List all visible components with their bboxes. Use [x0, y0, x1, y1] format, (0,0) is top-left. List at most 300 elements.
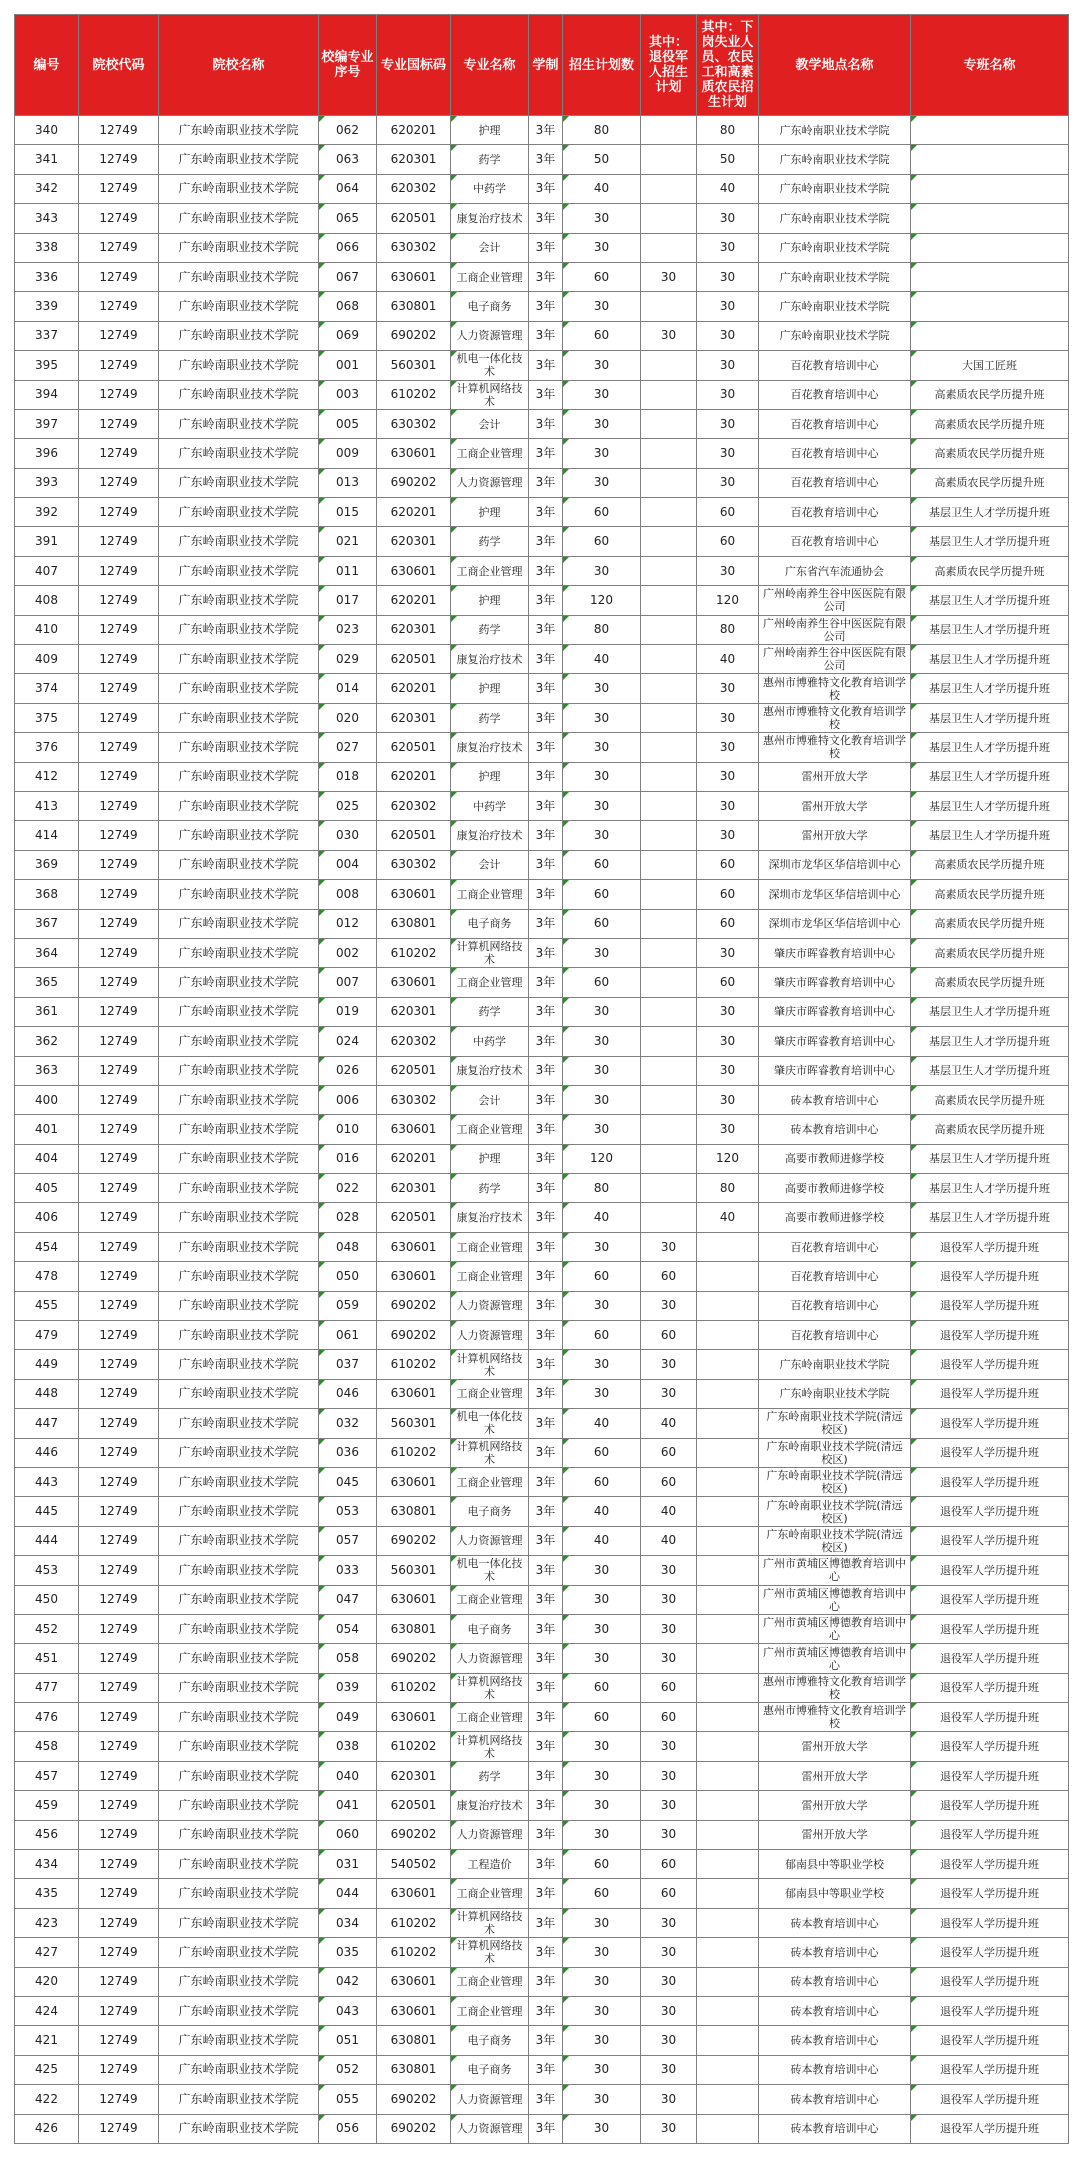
teaching-site-cell: 肇庆市晖睿教育培训中心 [759, 997, 911, 1026]
plan-count-cell: 30 [563, 1350, 641, 1379]
class-name-cell: 退役军人学历提升班 [911, 1497, 1069, 1526]
major-code-cell: 560301 [377, 1409, 451, 1438]
major-seq-cell: 005 [319, 409, 377, 438]
major-code-cell: 560301 [377, 351, 451, 380]
worker-farmer-plan-cell: 30 [697, 703, 759, 732]
veteran-plan-cell [641, 1203, 697, 1232]
worker-farmer-plan-cell: 30 [697, 938, 759, 967]
school-code-cell: 12749 [79, 1438, 159, 1467]
class-name-cell: 退役军人学历提升班 [911, 1879, 1069, 1908]
teaching-site-cell: 广东岭南职业技术学院 [759, 233, 911, 262]
major-seq-cell: 027 [319, 733, 377, 762]
major-name-cell: 会计 [451, 409, 529, 438]
class-name-cell: 退役军人学历提升班 [911, 1291, 1069, 1320]
veteran-plan-cell [641, 380, 697, 409]
school-code-cell: 12749 [79, 409, 159, 438]
teaching-site-cell: 广东岭南职业技术学院 [759, 262, 911, 291]
worker-farmer-plan-cell [697, 1644, 759, 1673]
school-code-cell: 12749 [79, 2055, 159, 2084]
class-name-cell: 基层卫生人才学历提升班 [911, 762, 1069, 791]
school-name-cell: 广东岭南职业技术学院 [159, 204, 319, 233]
school-name-cell: 广东岭南职业技术学院 [159, 586, 319, 615]
major-name-cell: 计算机网络技术 [451, 1673, 529, 1702]
id-cell: 453 [15, 1556, 79, 1585]
plan-count-cell: 60 [563, 1879, 641, 1908]
major-name-cell: 机电一体化技术 [451, 1556, 529, 1585]
school-name-cell: 广东岭南职业技术学院 [159, 2026, 319, 2055]
teaching-site-cell: 砖本教育培训中心 [759, 2085, 911, 2114]
veteran-plan-cell [641, 674, 697, 703]
teaching-site-cell: 肇庆市晖睿教育培训中心 [759, 938, 911, 967]
school-code-cell: 12749 [79, 850, 159, 879]
veteran-plan-cell [641, 733, 697, 762]
plan-count-cell: 60 [563, 1321, 641, 1350]
school-name-cell: 广东岭南职业技术学院 [159, 791, 319, 820]
class-name-cell: 退役军人学历提升班 [911, 1379, 1069, 1408]
school-code-cell: 12749 [79, 1144, 159, 1173]
duration-cell: 3年 [529, 468, 563, 497]
table-row [15, 1379, 1069, 1408]
veteran-plan-cell: 60 [641, 1673, 697, 1702]
school-code-cell: 12749 [79, 1497, 159, 1526]
teaching-site-cell: 惠州市博雅特文化教育培训学校 [759, 674, 911, 703]
plan-count-cell: 60 [563, 1467, 641, 1496]
veteran-plan-cell: 60 [641, 1850, 697, 1879]
id-cell: 447 [15, 1409, 79, 1438]
id-cell: 339 [15, 292, 79, 321]
school-code-cell: 12749 [79, 1232, 159, 1261]
id-cell: 423 [15, 1908, 79, 1937]
veteran-plan-cell: 30 [641, 1644, 697, 1673]
worker-farmer-plan-cell: 30 [697, 556, 759, 585]
veteran-plan-cell [641, 527, 697, 556]
veteran-plan-cell: 30 [641, 1350, 697, 1379]
worker-farmer-plan-cell: 30 [697, 1115, 759, 1144]
table-row [15, 262, 1069, 291]
table-row [15, 1409, 1069, 1438]
class-name-cell: 高素质农民学历提升班 [911, 1085, 1069, 1114]
school-name-cell: 广东岭南职业技术学院 [159, 1967, 319, 1996]
plan-count-cell: 30 [563, 1908, 641, 1937]
major-name-cell: 工商企业管理 [451, 1262, 529, 1291]
major-code-cell: 610202 [377, 1938, 451, 1967]
major-name-cell: 中药学 [451, 1027, 529, 1056]
major-code-cell: 630601 [377, 1379, 451, 1408]
school-code-cell: 12749 [79, 233, 159, 262]
major-seq-cell: 001 [319, 351, 377, 380]
teaching-site-cell: 砖本教育培训中心 [759, 1938, 911, 1967]
table-row [15, 1879, 1069, 1908]
worker-farmer-plan-cell: 30 [697, 674, 759, 703]
worker-farmer-plan-cell: 60 [697, 968, 759, 997]
major-code-cell: 540502 [377, 1850, 451, 1879]
veteran-plan-cell [641, 498, 697, 527]
major-seq-cell: 057 [319, 1526, 377, 1555]
major-name-cell: 计算机网络技术 [451, 938, 529, 967]
header-id: 编号 [15, 15, 79, 116]
id-cell: 392 [15, 498, 79, 527]
school-name-cell: 广东岭南职业技术学院 [159, 1203, 319, 1232]
teaching-site-cell: 广州市黄埔区博德教育培训中心 [759, 1556, 911, 1585]
school-name-cell: 广东岭南职业技术学院 [159, 174, 319, 203]
class-name-cell: 退役军人学历提升班 [911, 1703, 1069, 1732]
worker-farmer-plan-cell [697, 1820, 759, 1849]
id-cell: 456 [15, 1820, 79, 1849]
plan-count-cell: 120 [563, 1144, 641, 1173]
worker-farmer-plan-cell: 30 [697, 821, 759, 850]
worker-farmer-plan-cell [697, 2026, 759, 2055]
id-cell: 477 [15, 1673, 79, 1702]
table-row [15, 968, 1069, 997]
plan-count-cell: 60 [563, 1262, 641, 1291]
major-seq-cell: 046 [319, 1379, 377, 1408]
duration-cell: 3年 [529, 1409, 563, 1438]
duration-cell: 3年 [529, 2085, 563, 2114]
major-name-cell: 康复治疗技术 [451, 645, 529, 674]
teaching-site-cell: 砖本教育培训中心 [759, 1967, 911, 1996]
duration-cell: 3年 [529, 1703, 563, 1732]
duration-cell: 3年 [529, 997, 563, 1026]
school-name-cell: 广东岭南职业技术学院 [159, 1908, 319, 1937]
veteran-plan-cell: 30 [641, 1614, 697, 1643]
table-row [15, 321, 1069, 350]
class-name-cell: 退役军人学历提升班 [911, 1673, 1069, 1702]
major-seq-cell: 014 [319, 674, 377, 703]
id-cell: 337 [15, 321, 79, 350]
worker-farmer-plan-cell [697, 1556, 759, 1585]
class-name-cell [911, 204, 1069, 233]
major-name-cell: 康复治疗技术 [451, 1791, 529, 1820]
class-name-cell: 退役军人学历提升班 [911, 1585, 1069, 1614]
major-seq-cell: 016 [319, 1144, 377, 1173]
school-name-cell: 广东岭南职业技术学院 [159, 938, 319, 967]
major-seq-cell: 011 [319, 556, 377, 585]
table-row [15, 821, 1069, 850]
class-name-cell: 高素质农民学历提升班 [911, 850, 1069, 879]
worker-farmer-plan-cell: 30 [697, 1027, 759, 1056]
school-code-cell: 12749 [79, 1644, 159, 1673]
teaching-site-cell: 广州岭南养生谷中医医院有限公司 [759, 645, 911, 674]
school-code-cell: 12749 [79, 1673, 159, 1702]
school-code-cell: 12749 [79, 997, 159, 1026]
worker-farmer-plan-cell [697, 1291, 759, 1320]
school-code-cell: 12749 [79, 292, 159, 321]
major-seq-cell: 008 [319, 880, 377, 909]
plan-count-cell: 80 [563, 615, 641, 644]
duration-cell: 3年 [529, 1027, 563, 1056]
duration-cell: 3年 [529, 1732, 563, 1761]
major-code-cell: 620201 [377, 116, 451, 145]
veteran-plan-cell: 30 [641, 1732, 697, 1761]
class-name-cell: 退役军人学历提升班 [911, 1350, 1069, 1379]
major-code-cell: 630801 [377, 292, 451, 321]
major-seq-cell: 022 [319, 1174, 377, 1203]
id-cell: 413 [15, 791, 79, 820]
table-row [15, 1497, 1069, 1526]
major-seq-cell: 009 [319, 439, 377, 468]
id-cell: 412 [15, 762, 79, 791]
school-name-cell: 广东岭南职业技术学院 [159, 1115, 319, 1144]
major-code-cell: 630601 [377, 1467, 451, 1496]
plan-count-cell: 30 [563, 1056, 641, 1085]
worker-farmer-plan-cell [697, 1732, 759, 1761]
school-code-cell: 12749 [79, 1614, 159, 1643]
teaching-site-cell: 砖本教育培训中心 [759, 2114, 911, 2143]
major-name-cell: 药学 [451, 703, 529, 732]
major-code-cell: 620301 [377, 145, 451, 174]
table-header [15, 15, 1069, 116]
major-seq-cell: 029 [319, 645, 377, 674]
duration-cell: 3年 [529, 968, 563, 997]
major-name-cell: 电子商务 [451, 292, 529, 321]
id-cell: 375 [15, 703, 79, 732]
school-code-cell: 12749 [79, 2085, 159, 2114]
plan-count-cell: 60 [563, 880, 641, 909]
id-cell: 394 [15, 380, 79, 409]
school-name-cell: 广东岭南职业技术学院 [159, 674, 319, 703]
veteran-plan-cell [641, 1144, 697, 1173]
teaching-site-cell: 雷州开放大学 [759, 1791, 911, 1820]
class-name-cell: 退役军人学历提升班 [911, 1321, 1069, 1350]
major-name-cell: 护理 [451, 586, 529, 615]
duration-cell: 3年 [529, 1438, 563, 1467]
worker-farmer-plan-cell: 30 [697, 321, 759, 350]
teaching-site-cell: 肇庆市晖睿教育培训中心 [759, 968, 911, 997]
veteran-plan-cell: 30 [641, 1761, 697, 1790]
duration-cell: 3年 [529, 1614, 563, 1643]
veteran-plan-cell [641, 1027, 697, 1056]
major-code-cell: 620302 [377, 1027, 451, 1056]
major-seq-cell: 020 [319, 703, 377, 732]
school-code-cell: 12749 [79, 1379, 159, 1408]
major-code-cell: 610202 [377, 1673, 451, 1702]
veteran-plan-cell [641, 703, 697, 732]
table-row [15, 733, 1069, 762]
duration-cell: 3年 [529, 1174, 563, 1203]
teaching-site-cell: 深圳市龙华区华信培训中心 [759, 909, 911, 938]
header-worker-farmer-plan: 其中：下岗失业人员、农民工和高素质农民招生计划 [697, 15, 759, 116]
major-code-cell: 630801 [377, 2026, 451, 2055]
veteran-plan-cell: 30 [641, 2085, 697, 2114]
plan-count-cell: 30 [563, 733, 641, 762]
major-seq-cell: 045 [319, 1467, 377, 1496]
veteran-plan-cell: 60 [641, 1703, 697, 1732]
class-name-cell: 高素质农民学历提升班 [911, 468, 1069, 497]
school-code-cell: 12749 [79, 321, 159, 350]
school-name-cell: 广东岭南职业技术学院 [159, 909, 319, 938]
major-seq-cell: 063 [319, 145, 377, 174]
worker-farmer-plan-cell [697, 1379, 759, 1408]
class-name-cell [911, 174, 1069, 203]
plan-count-cell: 40 [563, 1497, 641, 1526]
veteran-plan-cell [641, 174, 697, 203]
major-seq-cell: 056 [319, 2114, 377, 2143]
plan-count-cell: 120 [563, 586, 641, 615]
table-row [15, 556, 1069, 585]
major-code-cell: 630601 [377, 1997, 451, 2026]
table-row [15, 1850, 1069, 1879]
table-row [15, 1908, 1069, 1937]
worker-farmer-plan-cell [697, 1879, 759, 1908]
table-row [15, 1262, 1069, 1291]
table-row [15, 116, 1069, 145]
major-code-cell: 610202 [377, 1350, 451, 1379]
teaching-site-cell: 肇庆市晖睿教育培训中心 [759, 1027, 911, 1056]
id-cell: 455 [15, 1291, 79, 1320]
school-code-cell: 12749 [79, 1409, 159, 1438]
major-seq-cell: 003 [319, 380, 377, 409]
school-name-cell: 广东岭南职业技术学院 [159, 439, 319, 468]
table-row [15, 1673, 1069, 1702]
major-code-cell: 630601 [377, 1262, 451, 1291]
veteran-plan-cell: 60 [641, 1438, 697, 1467]
duration-cell: 3年 [529, 1585, 563, 1614]
major-code-cell: 620301 [377, 1761, 451, 1790]
id-cell: 374 [15, 674, 79, 703]
table-row [15, 233, 1069, 262]
major-code-cell: 630601 [377, 880, 451, 909]
major-seq-cell: 010 [319, 1115, 377, 1144]
class-name-cell: 退役军人学历提升班 [911, 1820, 1069, 1849]
worker-farmer-plan-cell: 30 [697, 292, 759, 321]
veteran-plan-cell: 30 [641, 1232, 697, 1261]
class-name-cell [911, 292, 1069, 321]
header-plan-count: 招生计划数 [563, 15, 641, 116]
school-name-cell: 广东岭南职业技术学院 [159, 351, 319, 380]
school-name-cell: 广东岭南职业技术学院 [159, 1997, 319, 2026]
duration-cell: 3年 [529, 351, 563, 380]
major-seq-cell: 052 [319, 2055, 377, 2084]
plan-count-cell: 60 [563, 1673, 641, 1702]
school-code-cell: 12749 [79, 1879, 159, 1908]
id-cell: 408 [15, 586, 79, 615]
plan-count-cell: 30 [563, 1614, 641, 1643]
school-code-cell: 12749 [79, 1262, 159, 1291]
class-name-cell: 基层卫生人才学历提升班 [911, 586, 1069, 615]
major-seq-cell: 031 [319, 1850, 377, 1879]
teaching-site-cell: 百花教育培训中心 [759, 498, 911, 527]
school-code-cell: 12749 [79, 733, 159, 762]
school-code-cell: 12749 [79, 2114, 159, 2143]
major-code-cell: 610202 [377, 1908, 451, 1937]
class-name-cell: 基层卫生人才学历提升班 [911, 997, 1069, 1026]
major-seq-cell: 060 [319, 1820, 377, 1849]
major-name-cell: 工商企业管理 [451, 1997, 529, 2026]
school-name-cell: 广东岭南职业技术学院 [159, 1703, 319, 1732]
duration-cell: 3年 [529, 850, 563, 879]
major-seq-cell: 067 [319, 262, 377, 291]
plan-count-cell: 30 [563, 791, 641, 820]
teaching-site-cell: 郁南县中等职业学校 [759, 1850, 911, 1879]
major-code-cell: 630601 [377, 1115, 451, 1144]
plan-count-cell: 30 [563, 703, 641, 732]
major-seq-cell: 036 [319, 1438, 377, 1467]
teaching-site-cell: 高要市教师进修学校 [759, 1144, 911, 1173]
school-name-cell: 广东岭南职业技术学院 [159, 1497, 319, 1526]
major-code-cell: 630601 [377, 262, 451, 291]
major-seq-cell: 061 [319, 1321, 377, 1350]
class-name-cell: 高素质农民学历提升班 [911, 409, 1069, 438]
teaching-site-cell: 高要市教师进修学校 [759, 1174, 911, 1203]
major-seq-cell: 030 [319, 821, 377, 850]
class-name-cell: 高素质农民学历提升班 [911, 938, 1069, 967]
worker-farmer-plan-cell [697, 2114, 759, 2143]
class-name-cell: 基层卫生人才学历提升班 [911, 1056, 1069, 1085]
school-name-cell: 广东岭南职业技术学院 [159, 468, 319, 497]
worker-farmer-plan-cell [697, 1526, 759, 1555]
school-code-cell: 12749 [79, 1174, 159, 1203]
veteran-plan-cell: 30 [641, 1967, 697, 1996]
duration-cell: 3年 [529, 2026, 563, 2055]
worker-farmer-plan-cell [697, 1321, 759, 1350]
worker-farmer-plan-cell [697, 1232, 759, 1261]
veteran-plan-cell [641, 292, 697, 321]
plan-count-cell: 60 [563, 909, 641, 938]
major-code-cell: 630801 [377, 909, 451, 938]
id-cell: 364 [15, 938, 79, 967]
header-teaching-site: 教学地点名称 [759, 15, 911, 116]
school-code-cell: 12749 [79, 145, 159, 174]
veteran-plan-cell: 30 [641, 2026, 697, 2055]
plan-count-cell: 30 [563, 292, 641, 321]
table-row [15, 850, 1069, 879]
table-row [15, 1967, 1069, 1996]
major-code-cell: 620301 [377, 997, 451, 1026]
id-cell: 400 [15, 1085, 79, 1114]
major-seq-cell: 035 [319, 1938, 377, 1967]
major-name-cell: 工商企业管理 [451, 1232, 529, 1261]
plan-count-cell: 30 [563, 938, 641, 967]
school-name-cell: 广东岭南职业技术学院 [159, 233, 319, 262]
major-name-cell: 护理 [451, 116, 529, 145]
plan-count-cell: 60 [563, 850, 641, 879]
id-cell: 393 [15, 468, 79, 497]
plan-count-cell: 30 [563, 1967, 641, 1996]
table-row [15, 1732, 1069, 1761]
veteran-plan-cell [641, 1056, 697, 1085]
table-row [15, 2085, 1069, 2114]
major-code-cell: 620501 [377, 1056, 451, 1085]
school-code-cell: 12749 [79, 1585, 159, 1614]
major-code-cell: 620301 [377, 615, 451, 644]
worker-farmer-plan-cell: 30 [697, 468, 759, 497]
teaching-site-cell: 百花教育培训中心 [759, 468, 911, 497]
plan-count-cell: 40 [563, 645, 641, 674]
school-name-cell: 广东岭南职业技术学院 [159, 1085, 319, 1114]
veteran-plan-cell [641, 204, 697, 233]
id-cell: 476 [15, 1703, 79, 1732]
veteran-plan-cell [641, 997, 697, 1026]
major-seq-cell: 023 [319, 615, 377, 644]
worker-farmer-plan-cell: 30 [697, 762, 759, 791]
school-name-cell: 广东岭南职业技术学院 [159, 1409, 319, 1438]
duration-cell: 3年 [529, 615, 563, 644]
major-seq-cell: 044 [319, 1879, 377, 1908]
table-row [15, 1203, 1069, 1232]
veteran-plan-cell: 60 [641, 1262, 697, 1291]
class-name-cell: 基层卫生人才学历提升班 [911, 1203, 1069, 1232]
duration-cell: 3年 [529, 1791, 563, 1820]
major-seq-cell: 048 [319, 1232, 377, 1261]
major-code-cell: 630601 [377, 556, 451, 585]
id-cell: 340 [15, 116, 79, 145]
class-name-cell: 基层卫生人才学历提升班 [911, 1174, 1069, 1203]
school-name-cell: 广东岭南职业技术学院 [159, 997, 319, 1026]
plan-count-cell: 80 [563, 116, 641, 145]
major-seq-cell: 012 [319, 909, 377, 938]
veteran-plan-cell [641, 938, 697, 967]
table-row [15, 2114, 1069, 2143]
